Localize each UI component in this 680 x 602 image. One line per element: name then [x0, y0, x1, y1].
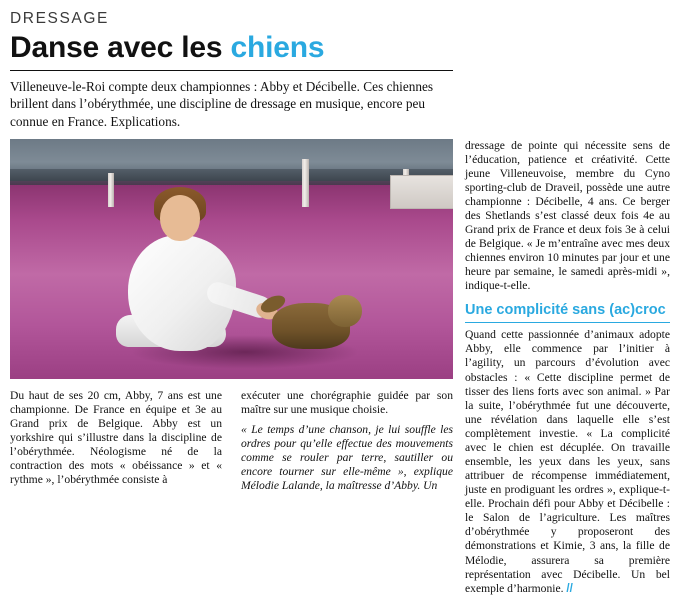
- photo-barrier: [390, 175, 453, 209]
- paragraph: « Le temps d’une chanson, je lui souffle les ordres pour qu’elle effectue des mouvements comme se rouler par terre, sautiller ou encore tourner sur elle-même », explique Mélodie Lalande, la maîtresse d’Abby. Un: [241, 422, 453, 492]
- paragraph-text: Quand cette passionnée d’animaux adopte Abby, elle commence par l’initier à l’agility, un parcours d’évolution avec obstacles : « Cette discipline permet de tisser des liens forts avec son animal. » Par la suite, l’obérythmée fut une découverte, une révélation dans laquelle elle s’est complètement investie. « La complicité avec le chien est décuplée. On travaille ensemble, les yeux dans les yeux, sans attribuer de récompense immédiatement, juste en prodiguant les ordres », explique-t-elle. Prochain défi pour Abby et Décibelle : le Salon de l’agriculture. Les maîtres d’obérythmée y proposeront des démonstrations et Kimie, 3 ans, la fille de Mélodie, assurera sa première représentation avec Décibelle. Un bel exemple d’harmonie.: [465, 328, 670, 595]
- section-subheading: Une complicité sans (ac)croc: [465, 302, 666, 319]
- article-body: [10, 138, 670, 595]
- photo-back-wall-shadow: [10, 169, 453, 185]
- photo-woman-head: [160, 195, 200, 241]
- paragraph: dressage de pointe qui nécessite sens de l’éducation, patience et créativité. Cette jeune Villeneuvoise, membre du Cyno sporting-club de Draveil, possède une autre championne : Décibelle, 4 ans. Ce berger des Shetlands s’est classé deux fois 4e au Grand prix de France et deux fois 3e à celui de Belgique. « Je m’entraîne avec mes deux chiennes environ 10 minutes par jour et une heure par semaine, le samedi après-midi », indique-t-elle.: [465, 138, 670, 293]
- paragraph: Du haut de ses 20 cm, Abby, 7 ans est une championne. De France en équipe et 3e au Grand prix de Belgique. Abby est un yorkshire qui s’illustre dans la discipline de l’obérythmée. Néologisme né de la contraction des mots « obéissance » et « rythme », l’obérythmée consiste à: [10, 388, 222, 486]
- headline-divider: [10, 70, 453, 71]
- article-photo: [10, 139, 453, 379]
- photo-pole-center: [302, 159, 309, 207]
- article-rubric: DRESSAGE: [10, 10, 109, 27]
- subheading-divider: [465, 322, 670, 323]
- page-title: [10, 32, 670, 64]
- text-column-middle: [241, 389, 453, 500]
- text-column-left: [10, 389, 222, 494]
- paragraph: exécuter une chorégraphie guidée par son maître sur une musique choisie.: [241, 388, 453, 416]
- photo-pole-left: [108, 173, 114, 207]
- headline-text: Danse avec les: [10, 31, 231, 64]
- headline-accent-text: chiens: [230, 31, 325, 64]
- text-column-right: [465, 139, 670, 602]
- end-mark: //: [566, 581, 573, 595]
- paragraph: [465, 328, 670, 595]
- photo-dog-head: [328, 295, 362, 327]
- article-standfirst: Villeneuve-le-Roi compte deux championnes : Abby et Décibelle. Ces chiennes brillent dans l’obérythmée, une discipline de dressage en musique, encore peu connue en France. Explications.: [10, 78, 434, 129]
